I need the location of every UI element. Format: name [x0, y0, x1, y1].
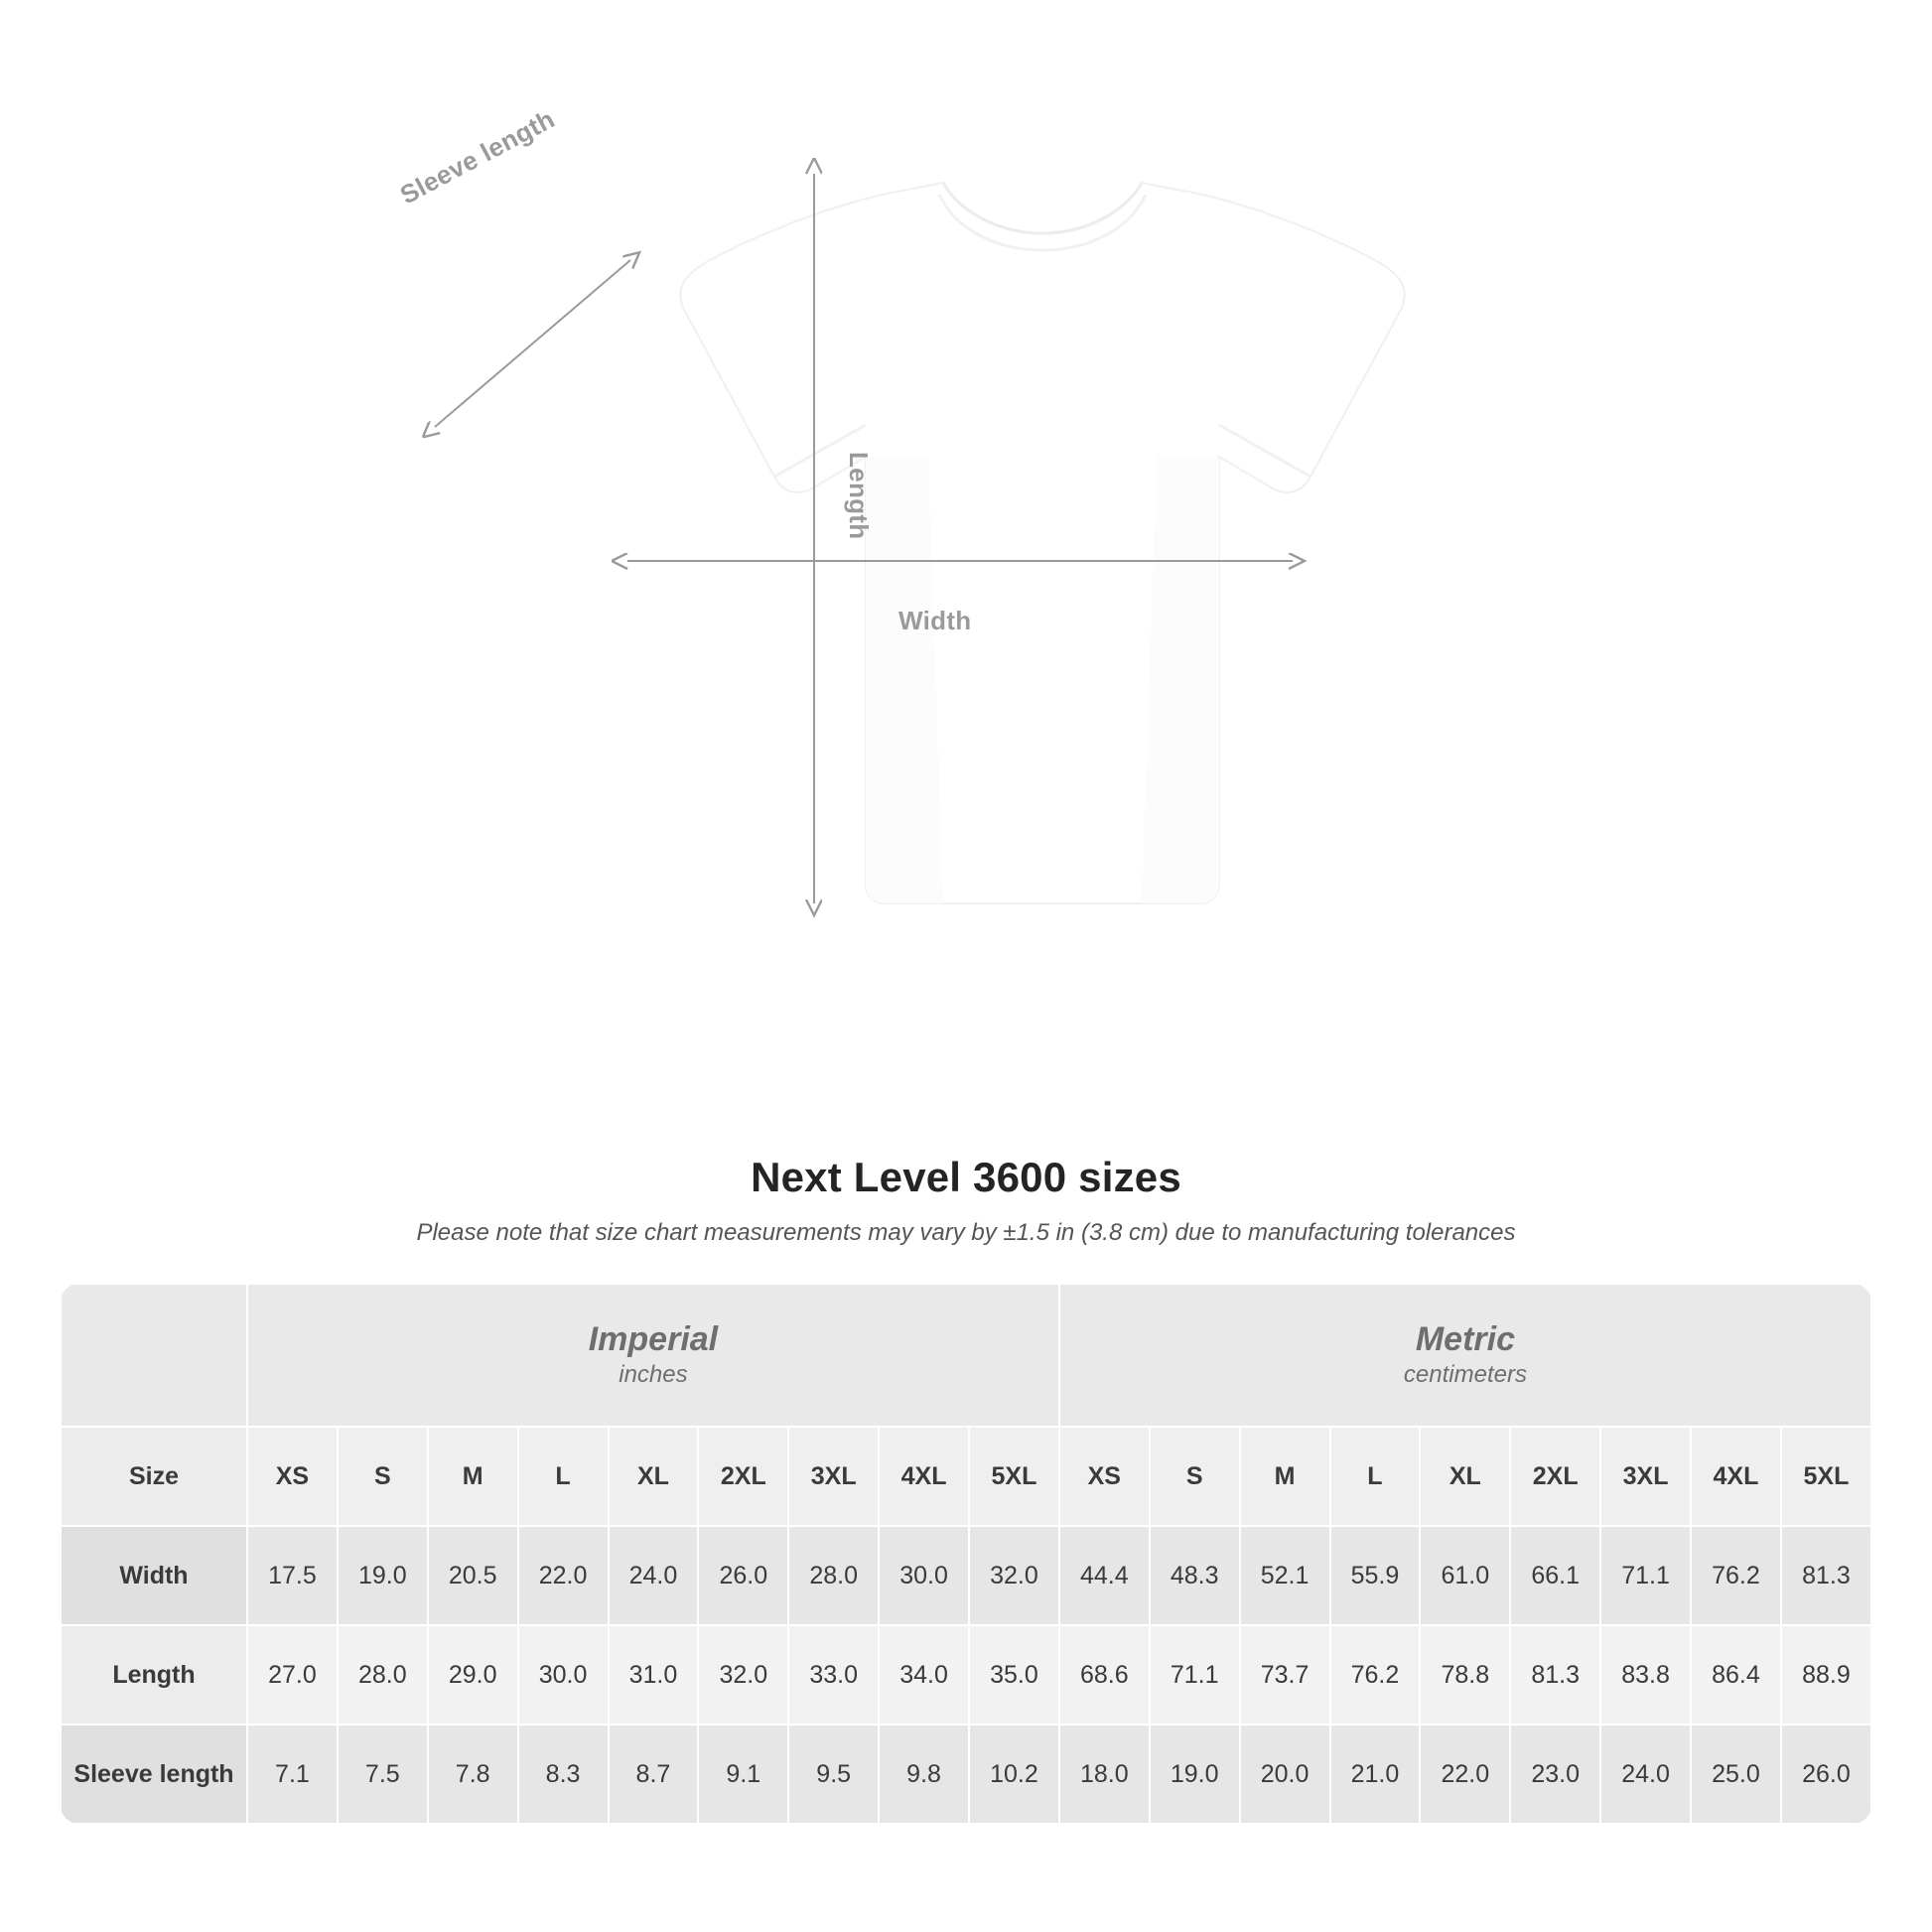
- cell-width: 26.0: [698, 1526, 788, 1625]
- sleeve-length-dimension-label: Sleeve length: [395, 103, 560, 210]
- cell-sleeve-length: 9.5: [788, 1725, 879, 1824]
- cell-length: 35.0: [969, 1625, 1059, 1725]
- size-table-body: [61, 1284, 1871, 1824]
- cell-sleeve-length: 7.1: [247, 1725, 338, 1824]
- table-row: [61, 1725, 1871, 1824]
- cell-width: 76.2: [1691, 1526, 1781, 1625]
- cell-width: 52.1: [1240, 1526, 1330, 1625]
- row-label-width: Width: [61, 1526, 247, 1625]
- cell-width: 81.3: [1781, 1526, 1871, 1625]
- cell-width: 32.0: [969, 1526, 1059, 1625]
- size-header-row: [61, 1427, 1871, 1526]
- cell-sleeve-length: 24.0: [1600, 1725, 1691, 1824]
- cell-width: 17.5: [247, 1526, 338, 1625]
- cell-length: 68.6: [1059, 1625, 1150, 1725]
- cell-length: 30.0: [518, 1625, 609, 1725]
- size-header-cell: L: [518, 1427, 609, 1526]
- cell-sleeve-length: 23.0: [1510, 1725, 1600, 1824]
- row-label-length: Length: [61, 1625, 247, 1725]
- unit-imperial-sub: inches: [619, 1360, 688, 1388]
- cell-sleeve-length: 7.8: [428, 1725, 518, 1824]
- unit-metric-sub: centimeters: [1403, 1360, 1527, 1388]
- cell-width: 66.1: [1510, 1526, 1600, 1625]
- table-row: [61, 1526, 1871, 1625]
- tolerance-note: Please note that size chart measurements may vary by ±1.5 in (3.8 cm) due to manufacturing tolerances: [416, 1219, 1516, 1246]
- unit-imperial-name: Imperial: [588, 1319, 719, 1358]
- length-dimension-label: Length: [844, 452, 874, 540]
- cell-length: 34.0: [879, 1625, 969, 1725]
- size-header-cell: 3XL: [788, 1427, 879, 1526]
- cell-width: 20.5: [428, 1526, 518, 1625]
- cell-sleeve-length: 8.3: [518, 1725, 609, 1824]
- cell-sleeve-length: 7.5: [338, 1725, 428, 1824]
- table-corner-cell: [61, 1284, 247, 1427]
- unit-header-row: [61, 1284, 1871, 1427]
- unit-group-metric: [1059, 1284, 1871, 1427]
- size-header-cell: L: [1330, 1427, 1421, 1526]
- cell-length: 27.0: [247, 1625, 338, 1725]
- size-header-cell: 2XL: [1510, 1427, 1600, 1526]
- width-dimension-label: Width: [898, 606, 972, 635]
- cell-sleeve-length: 25.0: [1691, 1725, 1781, 1824]
- size-header-cell: 5XL: [969, 1427, 1059, 1526]
- cell-length: 28.0: [338, 1625, 428, 1725]
- cell-width: 55.9: [1330, 1526, 1421, 1625]
- cell-length: 71.1: [1150, 1625, 1240, 1725]
- cell-width: 44.4: [1059, 1526, 1150, 1625]
- tshirt-diagram: [387, 149, 1559, 1122]
- cell-width: 30.0: [879, 1526, 969, 1625]
- size-header-cell: XL: [1420, 1427, 1510, 1526]
- unit-group-imperial: [247, 1284, 1059, 1427]
- size-header-cell: 4XL: [1691, 1427, 1781, 1526]
- cell-sleeve-length: 22.0: [1420, 1725, 1510, 1824]
- cell-sleeve-length: 20.0: [1240, 1725, 1330, 1824]
- cell-sleeve-length: 21.0: [1330, 1725, 1421, 1824]
- cell-length: 33.0: [788, 1625, 879, 1725]
- page-title: Next Level 3600 sizes: [751, 1154, 1181, 1200]
- size-header-cell: 4XL: [879, 1427, 969, 1526]
- size-header-cell: XS: [247, 1427, 338, 1526]
- row-label-sleeve-length: Sleeve length: [61, 1725, 247, 1824]
- cell-sleeve-length: 9.8: [879, 1725, 969, 1824]
- size-header-cell: M: [428, 1427, 518, 1526]
- size-header-cell: 2XL: [698, 1427, 788, 1526]
- table-row: [61, 1625, 1871, 1725]
- cell-width: 22.0: [518, 1526, 609, 1625]
- cell-length: 31.0: [609, 1625, 699, 1725]
- cell-length: 76.2: [1330, 1625, 1421, 1725]
- size-header-cell: S: [338, 1427, 428, 1526]
- cell-width: 61.0: [1420, 1526, 1510, 1625]
- cell-width: 28.0: [788, 1526, 879, 1625]
- size-table-wrapper: [60, 1283, 1872, 1825]
- cell-sleeve-length: 9.1: [698, 1725, 788, 1824]
- size-header-cell: M: [1240, 1427, 1330, 1526]
- cell-length: 86.4: [1691, 1625, 1781, 1725]
- cell-width: 19.0: [338, 1526, 428, 1625]
- unit-metric-name: Metric: [1415, 1319, 1515, 1358]
- size-table: [60, 1283, 1872, 1825]
- cell-length: 73.7: [1240, 1625, 1330, 1725]
- cell-width: 71.1: [1600, 1526, 1691, 1625]
- cell-sleeve-length: 19.0: [1150, 1725, 1240, 1824]
- cell-length: 83.8: [1600, 1625, 1691, 1725]
- cell-width: 24.0: [609, 1526, 699, 1625]
- chart-header: [0, 1154, 1932, 1247]
- cell-length: 78.8: [1420, 1625, 1510, 1725]
- cell-sleeve-length: 8.7: [609, 1725, 699, 1824]
- cell-length: 88.9: [1781, 1625, 1871, 1725]
- cell-sleeve-length: 10.2: [969, 1725, 1059, 1824]
- size-header-cell: XL: [609, 1427, 699, 1526]
- size-header-cell: XS: [1059, 1427, 1150, 1526]
- cell-width: 48.3: [1150, 1526, 1240, 1625]
- cell-length: 32.0: [698, 1625, 788, 1725]
- cell-sleeve-length: 26.0: [1781, 1725, 1871, 1824]
- size-row-label: Size: [61, 1427, 247, 1526]
- cell-sleeve-length: 18.0: [1059, 1725, 1150, 1824]
- cell-length: 29.0: [428, 1625, 518, 1725]
- cell-length: 81.3: [1510, 1625, 1600, 1725]
- size-header-cell: S: [1150, 1427, 1240, 1526]
- size-header-cell: 3XL: [1600, 1427, 1691, 1526]
- tshirt-svg: [387, 149, 1559, 1122]
- size-header-cell: 5XL: [1781, 1427, 1871, 1526]
